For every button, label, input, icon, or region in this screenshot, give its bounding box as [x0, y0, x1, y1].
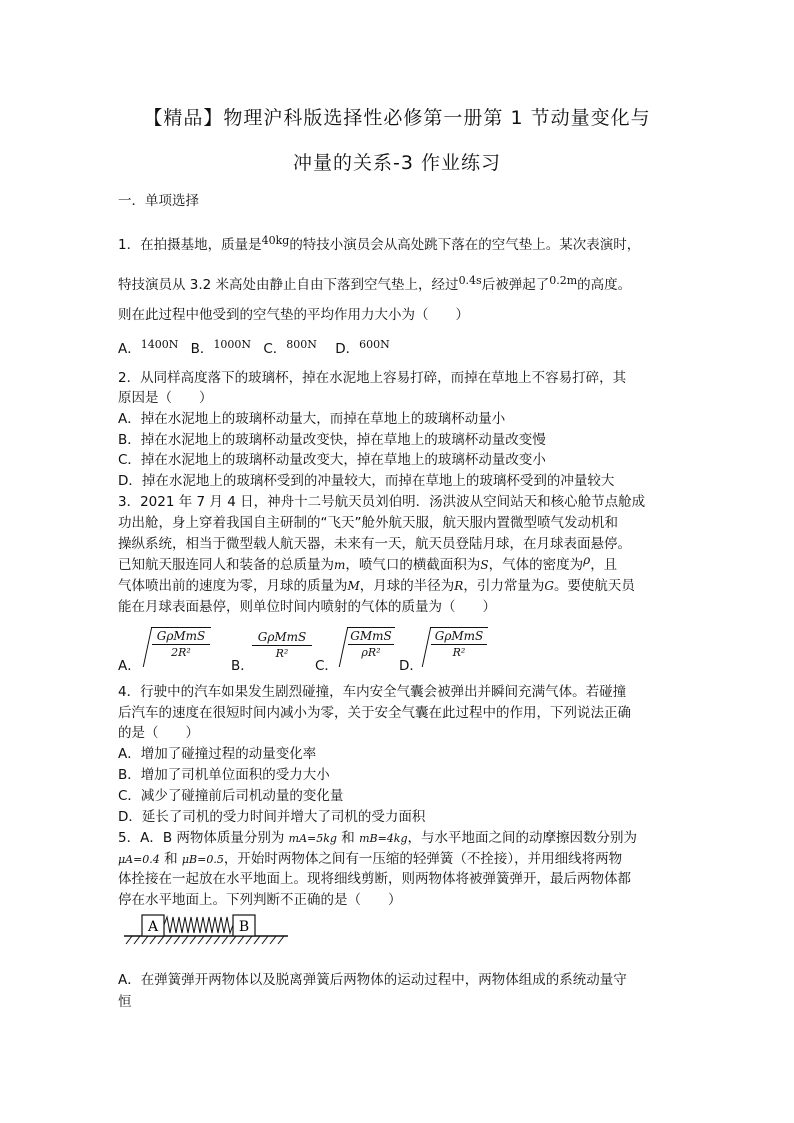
- q1-text: 特技演员从 3.2 米高处由静止自由下落到空气垫上，经过: [118, 277, 459, 293]
- page-title-line-2: 冲量的关系-3 作业练习: [293, 152, 501, 174]
- q4-option-d[interactable]: D．延长了司机的受力时间并增大了司机的受力面积: [118, 809, 426, 825]
- q5-mu-a: μA=0.4: [118, 853, 160, 866]
- q1-option-c[interactable]: C．$^{800N}$: [263, 338, 317, 357]
- sqrt-fraction: GMmS ρR²: [348, 629, 394, 659]
- q1-line-2: [118, 276, 631, 295]
- q2-option-d[interactable]: D．掉在水泥地上的玻璃杯受到的冲量较大，而掉在草地上的玻璃杯受到的冲量较大: [118, 473, 615, 489]
- q3-var-M: M: [347, 579, 360, 593]
- ground-hatching: [126, 936, 284, 944]
- q3-line-6: 能在月球表面悬停，则单位时间内喷射的气体的质量为（ ）: [118, 599, 496, 615]
- fraction: GρMmS R²: [252, 630, 312, 660]
- q1-height: 0.2m: [549, 274, 578, 287]
- q2-option-a[interactable]: A．掉在水泥地上的玻璃杯动量大，而掉在草地上的玻璃杯动量小: [118, 411, 506, 427]
- q5-option-a-line-1[interactable]: A．在弹簧弹开两物体以及脱离弹簧后两物体的运动过程中，两物体组成的系统动量守: [118, 972, 627, 988]
- q5-line-1: 5．A．B 两物体质量分别为 mA=5kg 和 mB=4kg，与水平地面之间的动摩擦因数分别为: [118, 830, 637, 846]
- q5-line-2: μA=0.4 和 μB=0.5，开始时两物体之间有一压缩的轻弹簧（不拴接），并用细线将两物: [118, 851, 623, 867]
- q1-time: 0.4s: [458, 274, 482, 287]
- q5-mass-a: mA=5kg: [288, 832, 337, 845]
- q4-option-c[interactable]: C．减少了碰撞前后司机动量的变化量: [118, 788, 344, 804]
- q2-line-2: 原因是（ ）: [118, 390, 213, 406]
- spring-blocks-diagram: [122, 905, 290, 945]
- q3-line-4: 已知航天服连同人和装备的总质量为m，喷气口的横截面积为S，气体的密度为ρ，且: [118, 553, 618, 573]
- spring: [164, 917, 233, 933]
- q4-line-2: 后汽车的速度在很短时间内减小为零，关于安全气囊在此过程中的作用，下列说法正确: [118, 705, 631, 721]
- q1-option-b[interactable]: B．$^{1000N}$: [190, 338, 252, 357]
- q4-option-b[interactable]: B．增加了司机单位面积的受力大小: [118, 767, 330, 783]
- q3-var-s: S: [480, 558, 489, 572]
- q3-line-3: 操纵系统，相当于微型载人航天器，未来有一天，航天员登陆月球，在月球表面悬停。: [118, 536, 631, 552]
- page-title-line-1: 【精品】物理沪科版选择性必修第一册第 1 节动量变化与: [143, 107, 651, 129]
- q5-mu-b: μB=0.5: [181, 853, 224, 866]
- q2-option-b[interactable]: B．掉在水泥地上的玻璃杯动量改变快，掉在草地上的玻璃杯动量改变慢: [118, 432, 546, 448]
- q5-line-4: 停在水平地面上。下列判断不正确的是（ ）: [118, 892, 402, 908]
- block-a-label: A: [147, 919, 159, 935]
- q3-line-1: 3．2021 年 7 月 4 日，神舟十二号航天员刘伯明．汤洪波从空间站天和核心舱节点舱成: [118, 494, 646, 510]
- block-b-label: B: [238, 919, 250, 935]
- q1-line-3: 则在此过程中他受到的空气垫的平均作用力大小为（ ）: [118, 307, 469, 323]
- q1-mass: 40kg: [261, 234, 290, 247]
- q1-option-d[interactable]: D．$^{600N}$: [335, 338, 390, 357]
- q3-var-G: G: [544, 579, 554, 593]
- sqrt-fraction: GρMmS 2R²: [152, 629, 210, 659]
- q5-option-a-line-2[interactable]: 恒: [118, 994, 132, 1010]
- q3-line-2: 功出舱，身上穿着我国自主研制的“飞天”舱外航天服，航天服内置微型喷气发动机和: [118, 515, 618, 531]
- q2-line-1: 2．从同样高度落下的玻璃杯，掉在水泥地上容易打碎，而掉在草地上不容易打碎，其: [118, 370, 627, 386]
- section-heading: 一．单项选择: [118, 193, 199, 209]
- q3-var-R: R: [454, 579, 464, 593]
- q1-line-1: [118, 236, 640, 255]
- q4-line-3: 的是（ ）: [118, 725, 199, 741]
- q1-text: 的高度。: [577, 277, 632, 293]
- q1-text: 后被弹起了: [481, 277, 550, 293]
- q3-var-rho: ρ: [583, 553, 591, 567]
- q1-options: [118, 340, 390, 359]
- q3-var-m: m: [334, 558, 346, 572]
- q1-text: 的特技小演员会从高处跳下落在的空气垫上。某次表演时，: [289, 237, 641, 253]
- q5-mass-b: mB=4kg: [359, 832, 408, 845]
- q1-option-a[interactable]: A．$^{1400N}$: [118, 338, 179, 357]
- q3-line-5: 气体喷出前的速度为零，月球的质量为M，月球的半径为R，引力常量为G。要使航天员: [118, 578, 635, 594]
- q2-option-c[interactable]: C．掉在水泥地上的玻璃杯动量改变大，掉在草地上的玻璃杯动量改变小: [118, 452, 546, 468]
- q4-line-1: 4．行驶中的汽车如果发生剧烈碰撞，车内安全气囊会被弹出并瞬间充满气体。若碰撞: [118, 684, 627, 700]
- sqrt-fraction: GρMmS R²: [431, 629, 487, 659]
- q5-line-3: 体拴接在一起放在水平地面上。现将细线剪断，则两物体将被弹簧弹开，最后两物体都: [118, 871, 631, 887]
- q1-text: 1．在拍摄基地，质量是: [118, 237, 262, 253]
- q4-option-a[interactable]: A．增加了碰撞过程的动量变化率: [118, 746, 317, 762]
